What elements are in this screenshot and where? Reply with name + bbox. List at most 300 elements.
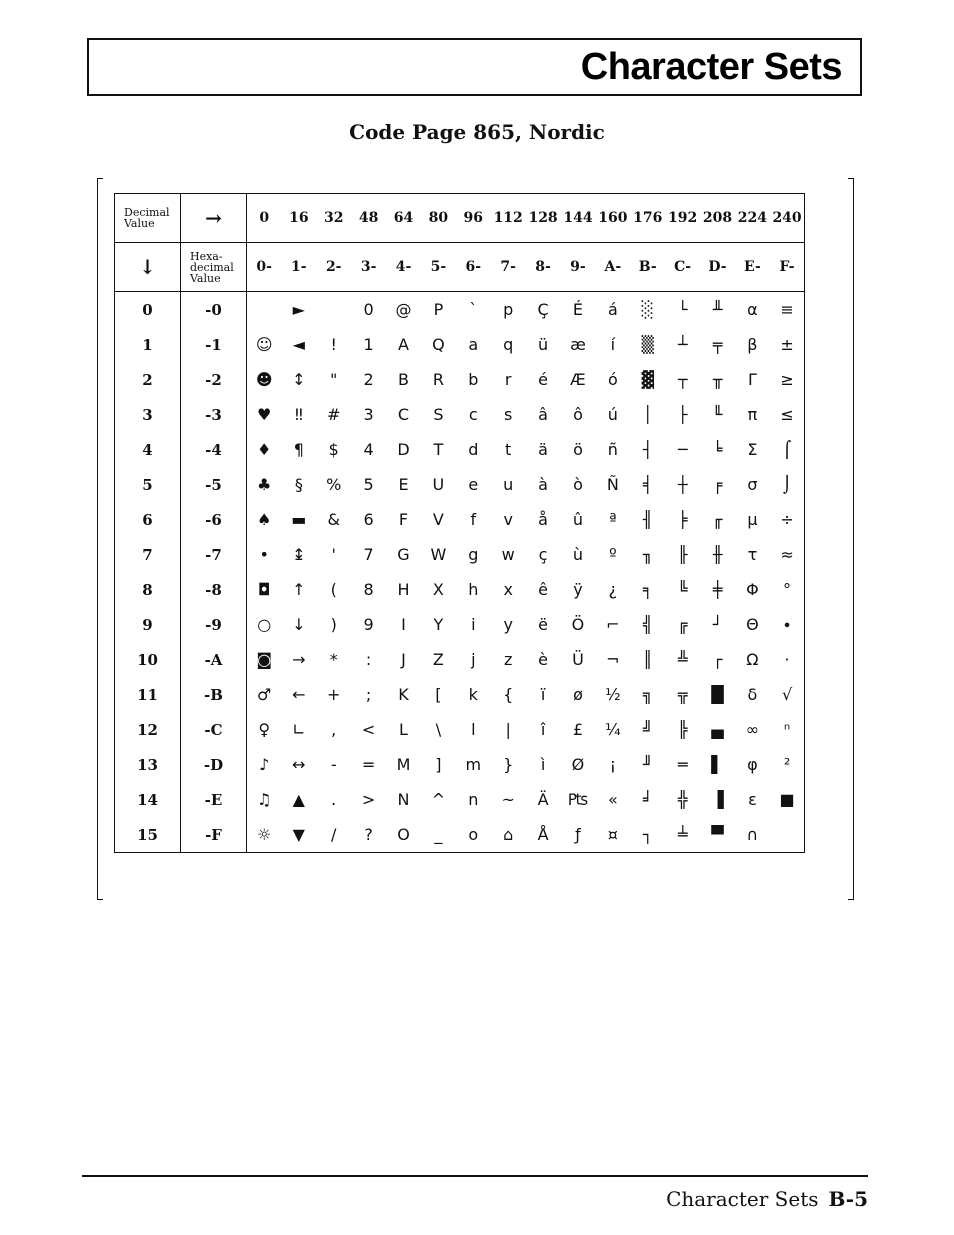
character-cell: E xyxy=(398,475,409,494)
character-cell: ≤ xyxy=(770,397,805,432)
character-cell: a xyxy=(468,335,479,354)
character-cell: ⌡ xyxy=(770,467,805,502)
character-cell: t xyxy=(505,440,512,459)
character-cell: ╗ xyxy=(642,685,653,704)
character-cell: b xyxy=(468,370,479,389)
character-cell: ' xyxy=(331,545,336,564)
row-decimal-label: 6 xyxy=(115,502,181,537)
down-arrow-icon: ↓ xyxy=(115,243,181,292)
character-cell: g xyxy=(468,545,479,564)
column-hex-header: 5- xyxy=(421,243,456,292)
character-cell: y xyxy=(503,615,513,634)
column-hex-header: E- xyxy=(735,243,770,292)
character-cell: ö xyxy=(573,440,583,459)
character-cell: ╤ xyxy=(712,335,723,354)
character-cell: ╘ xyxy=(712,440,723,459)
character-cell: ⌠ xyxy=(770,432,805,467)
column-hex-header: A- xyxy=(595,243,630,292)
row-hex-label: -B xyxy=(181,677,247,712)
character-cell: ┬ xyxy=(677,370,688,389)
character-cell: Γ xyxy=(747,370,757,389)
column-decimal-header: 240 xyxy=(770,194,805,243)
table-row xyxy=(115,747,805,782)
table-row xyxy=(115,607,805,642)
character-cell: ε xyxy=(748,790,757,809)
character-cell: ♣ xyxy=(257,475,272,494)
character-cell: Å xyxy=(526,817,561,853)
character-cell: F xyxy=(398,510,409,529)
character-cell: % xyxy=(326,475,342,494)
character-cell: ○ xyxy=(257,615,272,634)
column-hex-header: 1- xyxy=(281,243,316,292)
column-hex-header: 3- xyxy=(351,243,386,292)
character-cell: 3 xyxy=(363,405,374,424)
character-cell: ╦ xyxy=(677,685,688,704)
column-decimal-header: 64 xyxy=(386,194,421,243)
character-cell: ╖ xyxy=(642,545,653,564)
table-row xyxy=(115,292,805,328)
row-decimal-label: 15 xyxy=(115,817,181,853)
column-hex-header: 8- xyxy=(526,243,561,292)
character-cell: æ xyxy=(570,335,586,354)
character-cell: h xyxy=(468,580,479,599)
character-cell: ╒ xyxy=(712,475,723,494)
character-cell: ▓ xyxy=(641,370,654,389)
table-row xyxy=(115,712,805,747)
character-cell: ∩ xyxy=(735,817,770,853)
character-cell: Ω xyxy=(746,650,759,669)
character-table xyxy=(114,193,805,853)
character-cell: ╓ xyxy=(712,510,723,529)
character-cell: " xyxy=(330,370,338,389)
character-cell: Z xyxy=(432,650,444,669)
character-cell: ▌ xyxy=(711,755,724,774)
column-hex-header: 2- xyxy=(316,243,351,292)
character-cell: ¬ xyxy=(606,650,620,669)
character-cell: ▀ xyxy=(700,817,735,853)
character-cell: ‼ xyxy=(294,405,303,424)
character-cell: A xyxy=(398,335,409,354)
character-cell: └ xyxy=(677,300,688,319)
column-hex-header: 9- xyxy=(561,243,596,292)
character-cell: Ü xyxy=(572,650,584,669)
character-cell: ╧ xyxy=(665,817,700,853)
character-cell: S xyxy=(433,405,444,424)
row-decimal-label: 4 xyxy=(115,432,181,467)
character-cell xyxy=(316,292,351,328)
character-cell: • xyxy=(259,545,269,564)
table-row xyxy=(115,537,805,572)
character-cell: ┴ xyxy=(677,335,688,354)
character-cell: ░ xyxy=(641,300,654,319)
character-cell: ╥ xyxy=(712,370,723,389)
character-cell: ┌ xyxy=(712,650,723,669)
character-cell: · xyxy=(770,642,805,677)
character-cell: ä xyxy=(538,440,548,459)
header-row-decimal xyxy=(115,194,805,243)
character-cell: # xyxy=(327,405,341,424)
character-cell: µ xyxy=(747,510,758,529)
column-decimal-header: 48 xyxy=(351,194,386,243)
row-hex-label: -A xyxy=(181,642,247,677)
character-cell: @ xyxy=(395,300,412,319)
column-decimal-header: 224 xyxy=(735,194,770,243)
character-cell: ¤ xyxy=(595,817,630,853)
character-cell: ► xyxy=(292,300,305,319)
character-cell: r xyxy=(504,370,512,389)
character-cell: ± xyxy=(770,327,805,362)
character-cell: ┘ xyxy=(712,615,723,634)
character-cell: ⌐ xyxy=(606,615,620,634)
character-cell: ╬ xyxy=(677,790,688,809)
character-cell: Y xyxy=(433,615,444,634)
character-cell: 7 xyxy=(363,545,374,564)
character-cell: = xyxy=(361,755,376,774)
character-cell: τ xyxy=(747,545,758,564)
character-cell: ô xyxy=(573,405,583,424)
column-hex-header: 7- xyxy=(491,243,526,292)
character-cell: ê xyxy=(538,580,548,599)
character-cell: ≈ xyxy=(770,537,805,572)
character-cell: ■ xyxy=(770,782,805,817)
column-decimal-header: 96 xyxy=(456,194,491,243)
character-cell: â xyxy=(538,405,548,424)
character-cell: + xyxy=(327,685,341,704)
table-row xyxy=(115,572,805,607)
decimal-value-label: Decimal Value xyxy=(115,194,181,243)
character-cell: ` xyxy=(469,300,478,319)
character-cell: ï xyxy=(540,685,546,704)
character-cell: k xyxy=(468,685,478,704)
table-row xyxy=(115,817,805,853)
character-cell: ← xyxy=(292,685,306,704)
character-cell: £ xyxy=(572,720,584,739)
character-cell: ° xyxy=(770,572,805,607)
column-hex-header: F- xyxy=(770,243,805,292)
character-cell xyxy=(247,292,282,328)
character-cell: 6 xyxy=(363,510,374,529)
character-cell: δ xyxy=(747,685,758,704)
character-cell: è xyxy=(538,650,548,669)
row-decimal-label: 0 xyxy=(115,292,181,328)
column-decimal-header: 80 xyxy=(421,194,456,243)
character-cell: ╛ xyxy=(642,790,653,809)
character-cell: | xyxy=(505,720,511,739)
character-cell: ◙ xyxy=(256,650,272,669)
character-cell: ÿ xyxy=(573,580,583,599)
character-cell: ╚ xyxy=(677,580,688,599)
character-cell: v xyxy=(503,510,513,529)
character-cell: ù xyxy=(572,545,584,564)
row-hex-label: -F xyxy=(181,817,247,853)
character-cell: ⌂ xyxy=(491,817,526,853)
header-row-hex xyxy=(115,243,805,292)
character-cell: ì xyxy=(540,755,546,774)
character-cell: ² xyxy=(770,747,805,782)
column-hex-header: D- xyxy=(700,243,735,292)
left-bracket xyxy=(97,178,103,900)
character-cell: ║ xyxy=(642,650,653,669)
character-cell: ▒ xyxy=(641,335,654,354)
character-cell: ╫ xyxy=(712,545,723,564)
character-cell: ╜ xyxy=(642,755,653,774)
column-decimal-header: 32 xyxy=(316,194,351,243)
character-cell: ≥ xyxy=(770,362,805,397)
character-cell: u xyxy=(503,475,514,494)
character-cell: Ñ xyxy=(606,475,619,494)
character-cell: ╣ xyxy=(642,615,653,634)
table-row xyxy=(115,362,805,397)
character-cell: ▄ xyxy=(711,720,724,739)
character-cell: á xyxy=(607,300,618,319)
row-decimal-label: 2 xyxy=(115,362,181,397)
character-cell: > xyxy=(361,790,376,809)
character-cell: ↔ xyxy=(292,755,306,774)
character-cell: i xyxy=(471,615,476,634)
character-cell: M xyxy=(396,755,411,774)
character-cell: ▐ xyxy=(711,790,724,809)
character-cell: ═ xyxy=(677,755,688,774)
character-cell: K xyxy=(398,685,409,704)
character-cell: ^ xyxy=(431,790,446,809)
character-cell: f xyxy=(470,510,477,529)
column-decimal-header: 208 xyxy=(700,194,735,243)
row-decimal-label: 14 xyxy=(115,782,181,817)
character-cell: ª xyxy=(609,510,617,529)
character-cell: √ xyxy=(770,677,805,712)
character-cell: ◘ xyxy=(257,580,271,599)
row-decimal-label: 5 xyxy=(115,467,181,502)
column-decimal-header: 16 xyxy=(281,194,316,243)
row-hex-label: -D xyxy=(181,747,247,782)
character-cell: ( xyxy=(330,580,337,599)
character-cell: c xyxy=(468,405,478,424)
character-cell: å xyxy=(538,510,548,529)
character-cell: ú xyxy=(607,405,618,424)
character-cell: → xyxy=(292,650,306,669)
column-decimal-header: 0 xyxy=(247,194,282,243)
row-decimal-label: 11 xyxy=(115,677,181,712)
character-cell: ñ xyxy=(607,440,618,459)
character-cell: ├ xyxy=(677,405,688,424)
right-bracket xyxy=(848,178,854,900)
character-cell: ┼ xyxy=(677,475,688,494)
page-title: Character Sets xyxy=(580,46,842,88)
character-cell: ☺ xyxy=(255,335,273,354)
character-cell: D xyxy=(397,440,410,459)
table-row xyxy=(115,467,805,502)
character-cell: º xyxy=(609,545,617,564)
row-hex-label: -C xyxy=(181,712,247,747)
character-cell: ▬ xyxy=(291,510,307,529)
character-cell: ↕ xyxy=(292,370,306,389)
column-hex-header: B- xyxy=(630,243,665,292)
character-cell: ~ xyxy=(501,790,515,809)
character-cell: - xyxy=(330,755,337,774)
character-cell: ╪ xyxy=(712,580,723,599)
character-cell: 2 xyxy=(363,370,374,389)
row-decimal-label: 13 xyxy=(115,747,181,782)
right-arrow-icon: → xyxy=(181,194,247,243)
character-cell: α xyxy=(747,300,758,319)
character-cell: ╔ xyxy=(677,615,688,634)
character-cell: W xyxy=(430,545,447,564)
character-cell: R xyxy=(432,370,444,389)
character-cell: d xyxy=(468,440,479,459)
row-hex-label: -4 xyxy=(181,432,247,467)
character-cell: ¶ xyxy=(293,440,304,459)
character-cell: ╩ xyxy=(677,650,688,669)
character-cell: x xyxy=(503,580,513,599)
character-cell: q xyxy=(503,335,514,354)
character-cell: ╝ xyxy=(642,720,653,739)
character-cell: ) xyxy=(330,615,337,634)
character-cell: ╢ xyxy=(642,510,653,529)
table-row xyxy=(115,677,805,712)
character-cell: p xyxy=(503,300,514,319)
character-cell: < xyxy=(361,720,376,739)
character-cell: ? xyxy=(351,817,386,853)
character-cell: ▲ xyxy=(292,790,305,809)
row-decimal-label: 10 xyxy=(115,642,181,677)
character-cell: ╕ xyxy=(642,580,653,599)
character-cell: H xyxy=(397,580,410,599)
character-cell: , xyxy=(331,720,337,739)
character-cell: ♂ xyxy=(257,685,272,704)
character-cell: / xyxy=(316,817,351,853)
character-cell: ☻ xyxy=(255,370,273,389)
row-decimal-label: 3 xyxy=(115,397,181,432)
character-cell: ♦ xyxy=(257,440,272,459)
page-number: B-5 xyxy=(828,1187,868,1211)
character-cell: Ö xyxy=(571,615,585,634)
character-cell: $ xyxy=(328,440,339,459)
character-cell: l xyxy=(471,720,476,739)
character-cell: { xyxy=(503,685,514,704)
row-hex-label: -6 xyxy=(181,502,247,537)
character-cell: û xyxy=(572,510,584,529)
character-cell: ◄ xyxy=(292,335,305,354)
character-cell: ¡ xyxy=(609,755,617,774)
character-cell: ↓ xyxy=(292,615,306,634)
table-row xyxy=(115,502,805,537)
character-cell: O xyxy=(386,817,421,853)
character-cell: Θ xyxy=(746,615,759,634)
character-cell: É xyxy=(572,300,584,319)
character-cell: à xyxy=(538,475,548,494)
character-cell: U xyxy=(432,475,445,494)
character-cell: « xyxy=(607,790,618,809)
character-cell: ë xyxy=(538,615,548,634)
character-cell: n xyxy=(468,790,479,809)
row-hex-label: -3 xyxy=(181,397,247,432)
character-cell: ▼ xyxy=(281,817,316,853)
character-cell: X xyxy=(432,580,444,599)
character-cell: * xyxy=(329,650,338,669)
row-hex-label: -7 xyxy=(181,537,247,572)
character-cell: Φ xyxy=(746,580,759,599)
character-cell: ∙ xyxy=(770,607,805,642)
table-row xyxy=(115,642,805,677)
character-cell: 8 xyxy=(363,580,374,599)
character-cell: ø xyxy=(573,685,583,704)
character-cell: ó xyxy=(607,370,618,389)
character-cell: I xyxy=(401,615,406,634)
character-cell: ] xyxy=(435,755,442,774)
character-cell: m xyxy=(465,755,482,774)
column-decimal-header: 128 xyxy=(526,194,561,243)
character-cell: ╨ xyxy=(712,300,723,319)
character-cell: │ xyxy=(642,405,653,424)
character-cell: [ xyxy=(435,685,442,704)
character-cell: ₧ xyxy=(567,790,589,809)
hex-value-label: Hexa-decimal Value xyxy=(181,243,247,292)
character-cell: V xyxy=(432,510,444,529)
row-hex-label: -0 xyxy=(181,292,247,328)
column-decimal-header: 192 xyxy=(665,194,700,243)
character-cell: π xyxy=(747,405,758,424)
column-decimal-header: 160 xyxy=(595,194,630,243)
character-cell: Σ xyxy=(747,440,758,459)
character-cell: _ xyxy=(421,817,456,853)
character-cell xyxy=(770,817,805,853)
row-hex-label: -5 xyxy=(181,467,247,502)
character-cell: ; xyxy=(365,685,372,704)
row-decimal-label: 9 xyxy=(115,607,181,642)
character-cell: ↑ xyxy=(292,580,306,599)
row-decimal-label: 7 xyxy=(115,537,181,572)
title-box xyxy=(87,38,862,96)
character-cell: ↨ xyxy=(292,545,306,564)
character-cell: L xyxy=(399,720,408,739)
character-cell: ┤ xyxy=(642,440,653,459)
row-hex-label: -1 xyxy=(181,327,247,362)
column-hex-header: 4- xyxy=(386,243,421,292)
character-cell: 0 xyxy=(363,300,374,319)
character-cell: Ø xyxy=(571,755,585,774)
character-cell: β xyxy=(747,335,758,354)
page-footer xyxy=(666,1187,868,1211)
character-cell: o xyxy=(456,817,491,853)
character-cell: ╞ xyxy=(677,510,688,529)
character-cell: B xyxy=(398,370,409,389)
footer-section: Character Sets xyxy=(666,1187,819,1211)
character-cell: ♫ xyxy=(257,790,272,809)
column-hex-header: 0- xyxy=(247,243,282,292)
character-cell: ─ xyxy=(677,440,688,459)
character-cell: ╙ xyxy=(712,405,723,424)
character-cell: w xyxy=(501,545,515,564)
character-cell: C xyxy=(397,405,410,424)
character-cell: G xyxy=(397,545,410,564)
character-cell: ╠ xyxy=(677,720,688,739)
character-cell: \ xyxy=(435,720,442,739)
row-decimal-label: 8 xyxy=(115,572,181,607)
character-cell: ∞ xyxy=(745,720,760,739)
character-cell: T xyxy=(433,440,444,459)
row-hex-label: -2 xyxy=(181,362,247,397)
character-cell: 9 xyxy=(363,615,374,634)
character-cell: P xyxy=(433,300,444,319)
character-cell: ⁿ xyxy=(770,712,805,747)
character-cell: Æ xyxy=(570,370,586,389)
character-table-container xyxy=(114,193,805,853)
character-cell: N xyxy=(397,790,410,809)
character-cell: ♪ xyxy=(259,755,270,774)
character-cell: z xyxy=(503,650,513,669)
character-cell: é xyxy=(538,370,548,389)
character-cell: ƒ xyxy=(561,817,596,853)
